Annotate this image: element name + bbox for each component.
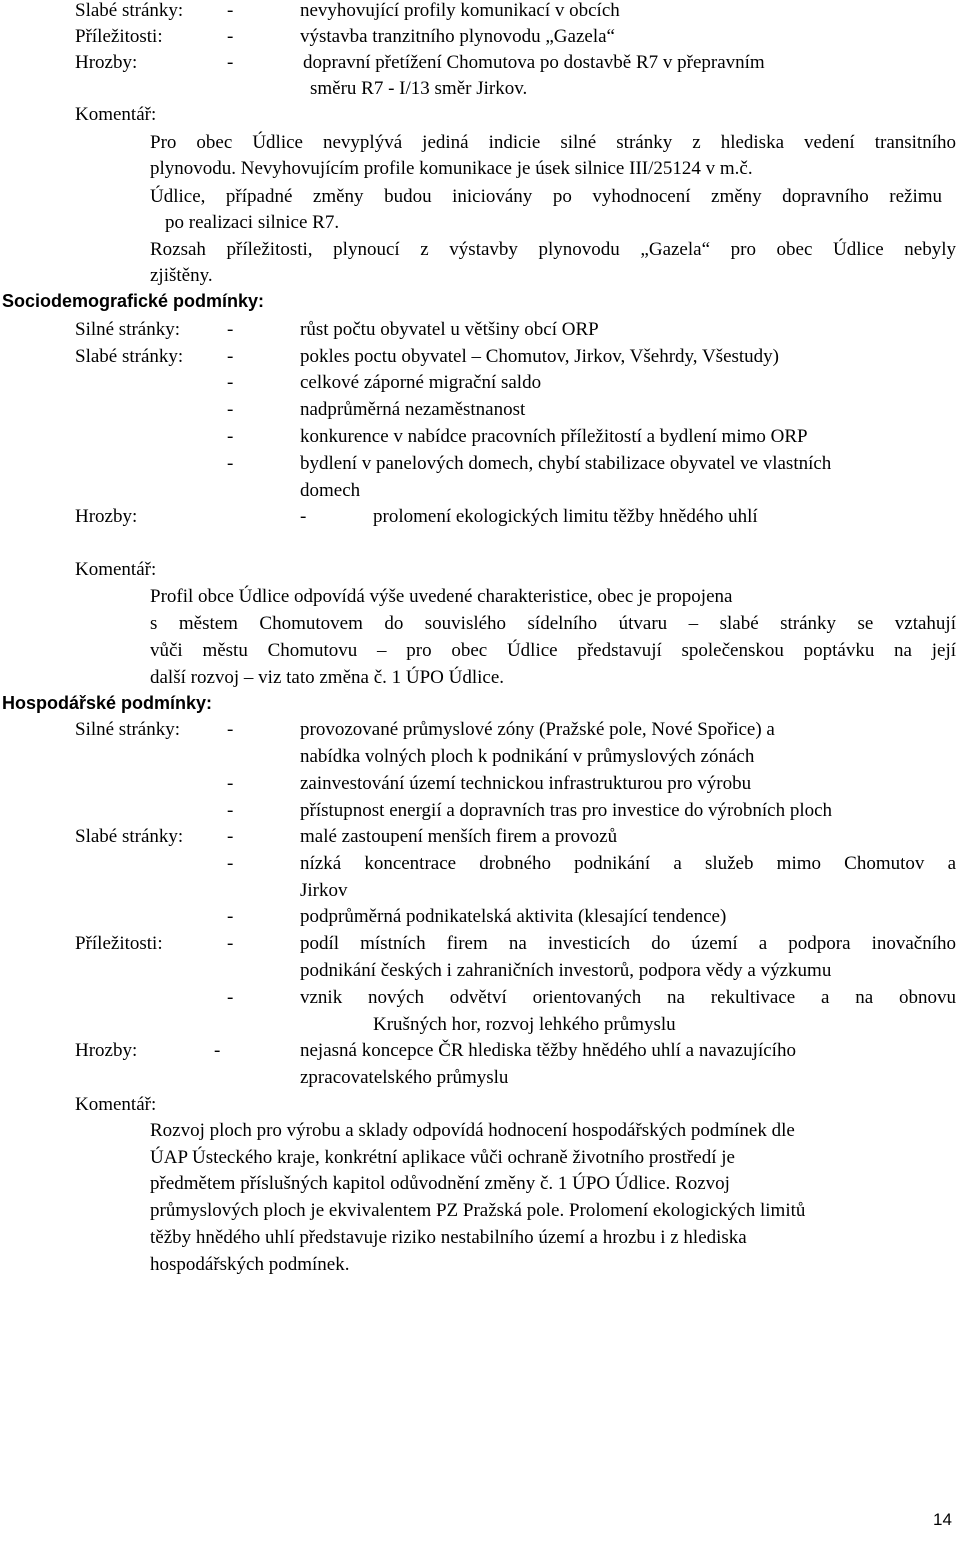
socio-dash: - bbox=[227, 453, 234, 474]
hosp-dash: - bbox=[227, 773, 234, 794]
socio-slabe-dash: - bbox=[227, 346, 234, 367]
socio-dash: - bbox=[227, 372, 234, 393]
socio-slabe-item: konkurence v nabídce pracovních příležitostí a bydlení mimo ORP bbox=[300, 426, 808, 447]
socio-slabe-label: Slabé stránky: bbox=[75, 346, 184, 367]
hosp-hrozby-line: nejasná koncepce ČR hlediska těžby hnědého uhlí a navazujícího bbox=[300, 1040, 796, 1061]
hosp-dash: - bbox=[227, 719, 234, 740]
prilezitosti-dash: - bbox=[227, 26, 234, 47]
komentar-line: zjištěny. bbox=[150, 265, 213, 286]
socio-komentar-label: Komentář: bbox=[75, 559, 157, 580]
hosp-komentar-label: Komentář: bbox=[75, 1094, 157, 1115]
socio-komentar-line: Profil obce Údlice odpovídá výše uvedené charakteristice, obec je propojena bbox=[150, 586, 733, 607]
hosp-silne-line: nabídka volných ploch k podnikání v průmyslových zónách bbox=[300, 746, 755, 767]
socio-slabe-item: celkové záporné migrační saldo bbox=[300, 372, 542, 393]
hosp-dash: - bbox=[227, 933, 234, 954]
slabe-label: Slabé stránky: bbox=[75, 0, 184, 21]
hosp-silne-label: Silné stránky: bbox=[75, 719, 181, 740]
hosp-slabe-line: podprůměrná podnikatelská aktivita (klesající tendence) bbox=[300, 906, 727, 927]
socio-slabe-item: nadprůměrná nezaměstnanost bbox=[300, 399, 526, 420]
komentar-line: Údlice, případné změny budou iniciovány po vyhodnocení změny dopravního režimu bbox=[150, 186, 942, 207]
hosp-slabe-line: nízká koncentrace drobného podnikání a služeb mimo Chomutov a bbox=[300, 853, 956, 874]
socio-dash: - bbox=[227, 399, 234, 420]
slabe-dash: - bbox=[227, 0, 234, 21]
hosp-slabe-line: Jirkov bbox=[300, 880, 348, 901]
hrozby-item-cont: směru R7 - I/13 směr Jirkov. bbox=[310, 78, 528, 99]
socio-komentar-line: vůči městu Chomutovu – pro obec Údlice představují společenskou poptávku na její bbox=[150, 640, 956, 661]
hosp-dash: - bbox=[227, 906, 234, 927]
hosp-komentar-line: předmětem příslušných kapitol odůvodnění změny č. 1 ÚPO Údlice. Rozvoj bbox=[150, 1173, 730, 1194]
hosp-hrozby-line: zpracovatelského průmyslu bbox=[300, 1067, 509, 1088]
komentar-line: Rozsah příležitosti, plynoucí z výstavby plynovodu „Gazela“ pro obec Údlice nebyly bbox=[150, 239, 956, 260]
hosp-silne-line: provozované průmyslové zóny (Pražské pole, Nové Spořice) a bbox=[300, 719, 775, 740]
hosp-slabe-line: malé zastoupení menších firem a provozů bbox=[300, 826, 618, 847]
hosp-komentar-line: ÚAP Ústeckého kraje, konkrétní aplikace vůči ochraně životního prostředí je bbox=[150, 1147, 735, 1168]
hrozby-item: dopravní přetížení Chomutova po dostavbě R7 v přepravním bbox=[303, 52, 765, 73]
hrozby-label: Hrozby: bbox=[75, 52, 138, 73]
hosp-dash: - bbox=[227, 826, 234, 847]
hosp-silne-line: přístupnost energií a dopravních tras pro investice do výrobních ploch bbox=[300, 800, 833, 821]
socio-slabe-item: bydlení v panelových domech, chybí stabilizace obyvatel ve vlastních bbox=[300, 453, 832, 474]
prilezitosti-item: výstavba tranzitního plynovodu „Gazela“ bbox=[300, 26, 615, 47]
socio-komentar-line: další rozvoj – viz tato změna č. 1 ÚPO Údlice. bbox=[150, 667, 505, 688]
hosp-prilezitosti-line: vznik nových odvětví orientovaných na rekultivace a na obnovu bbox=[300, 987, 956, 1008]
hosp-komentar-line: Rozvoj ploch pro výrobu a sklady odpovídá hodnocení hospodářských podmínek dle bbox=[150, 1120, 795, 1141]
komentar-line: plynovodu. Nevyhovujícím profile komunikace je úsek silnice III/25124 v m.č. bbox=[150, 158, 753, 179]
socio-hrozby-dash: - bbox=[300, 506, 307, 527]
hosp-heading: Hospodářské podmínky: bbox=[2, 693, 213, 713]
hosp-slabe-label: Slabé stránky: bbox=[75, 826, 184, 847]
hosp-prilezitosti-line: podnikání českých i zahraničních investorů, podpora vědy a výzkumu bbox=[300, 960, 832, 981]
hosp-prilezitosti-label: Příležitosti: bbox=[75, 933, 163, 954]
komentar-line: po realizaci silnice R7. bbox=[165, 212, 340, 233]
slabe-item: nevyhovující profily komunikací v obcích bbox=[300, 0, 620, 21]
page-number: 14 bbox=[933, 1510, 952, 1529]
hosp-hrozby-label: Hrozby: bbox=[75, 1040, 138, 1061]
hosp-komentar-line: průmyslových ploch je ekvivalentem PZ Pražská pole. Prolomení ekologických limitů bbox=[150, 1200, 806, 1221]
socio-heading: Sociodemografické podmínky: bbox=[2, 291, 265, 311]
socio-silne-label: Silné stránky: bbox=[75, 319, 181, 340]
socio-silne-dash: - bbox=[227, 319, 234, 340]
socio-hrozby-item: prolomení ekologických limitu těžby hnědého uhlí bbox=[373, 506, 758, 527]
socio-dash: - bbox=[227, 426, 234, 447]
socio-hrozby-label: Hrozby: bbox=[75, 506, 138, 527]
hosp-prilezitosti-line: Krušných hor, rozvoj lehkého průmyslu bbox=[373, 1014, 676, 1035]
socio-komentar-line: s městem Chomutovem do souvislého sídelního útvaru – slabé stránky se vztahují bbox=[150, 613, 956, 634]
hosp-prilezitosti-line: podíl místních firem na investicích do území a podpora inovačního bbox=[300, 933, 956, 954]
hosp-dash: - bbox=[227, 800, 234, 821]
socio-slabe-item: pokles poctu obyvatel – Chomutov, Jirkov, Všehrdy, Všestudy) bbox=[300, 346, 780, 367]
hosp-silne-line: zainvestování území technickou infrastrukturou pro výrobu bbox=[300, 773, 752, 794]
socio-silne-item: růst počtu obyvatel u většiny obcí ORP bbox=[300, 319, 599, 340]
prilezitosti-label: Příležitosti: bbox=[75, 26, 163, 47]
hosp-dash: - bbox=[227, 853, 234, 874]
hrozby-dash: - bbox=[227, 52, 234, 73]
hosp-dash: - bbox=[214, 1040, 221, 1061]
hosp-dash: - bbox=[227, 987, 234, 1008]
hosp-komentar-line: těžby hnědého uhlí představuje riziko nestabilního území a hrozbu i z hlediska bbox=[150, 1227, 747, 1248]
komentar-line: Pro obec Údlice nevyplývá jediná indicie silné stránky z hlediska vedení transitního bbox=[150, 132, 956, 153]
komentar-label: Komentář: bbox=[75, 104, 157, 125]
hosp-komentar-line: hospodářských podmínek. bbox=[150, 1254, 350, 1275]
socio-slabe-item-cont: domech bbox=[300, 480, 361, 501]
